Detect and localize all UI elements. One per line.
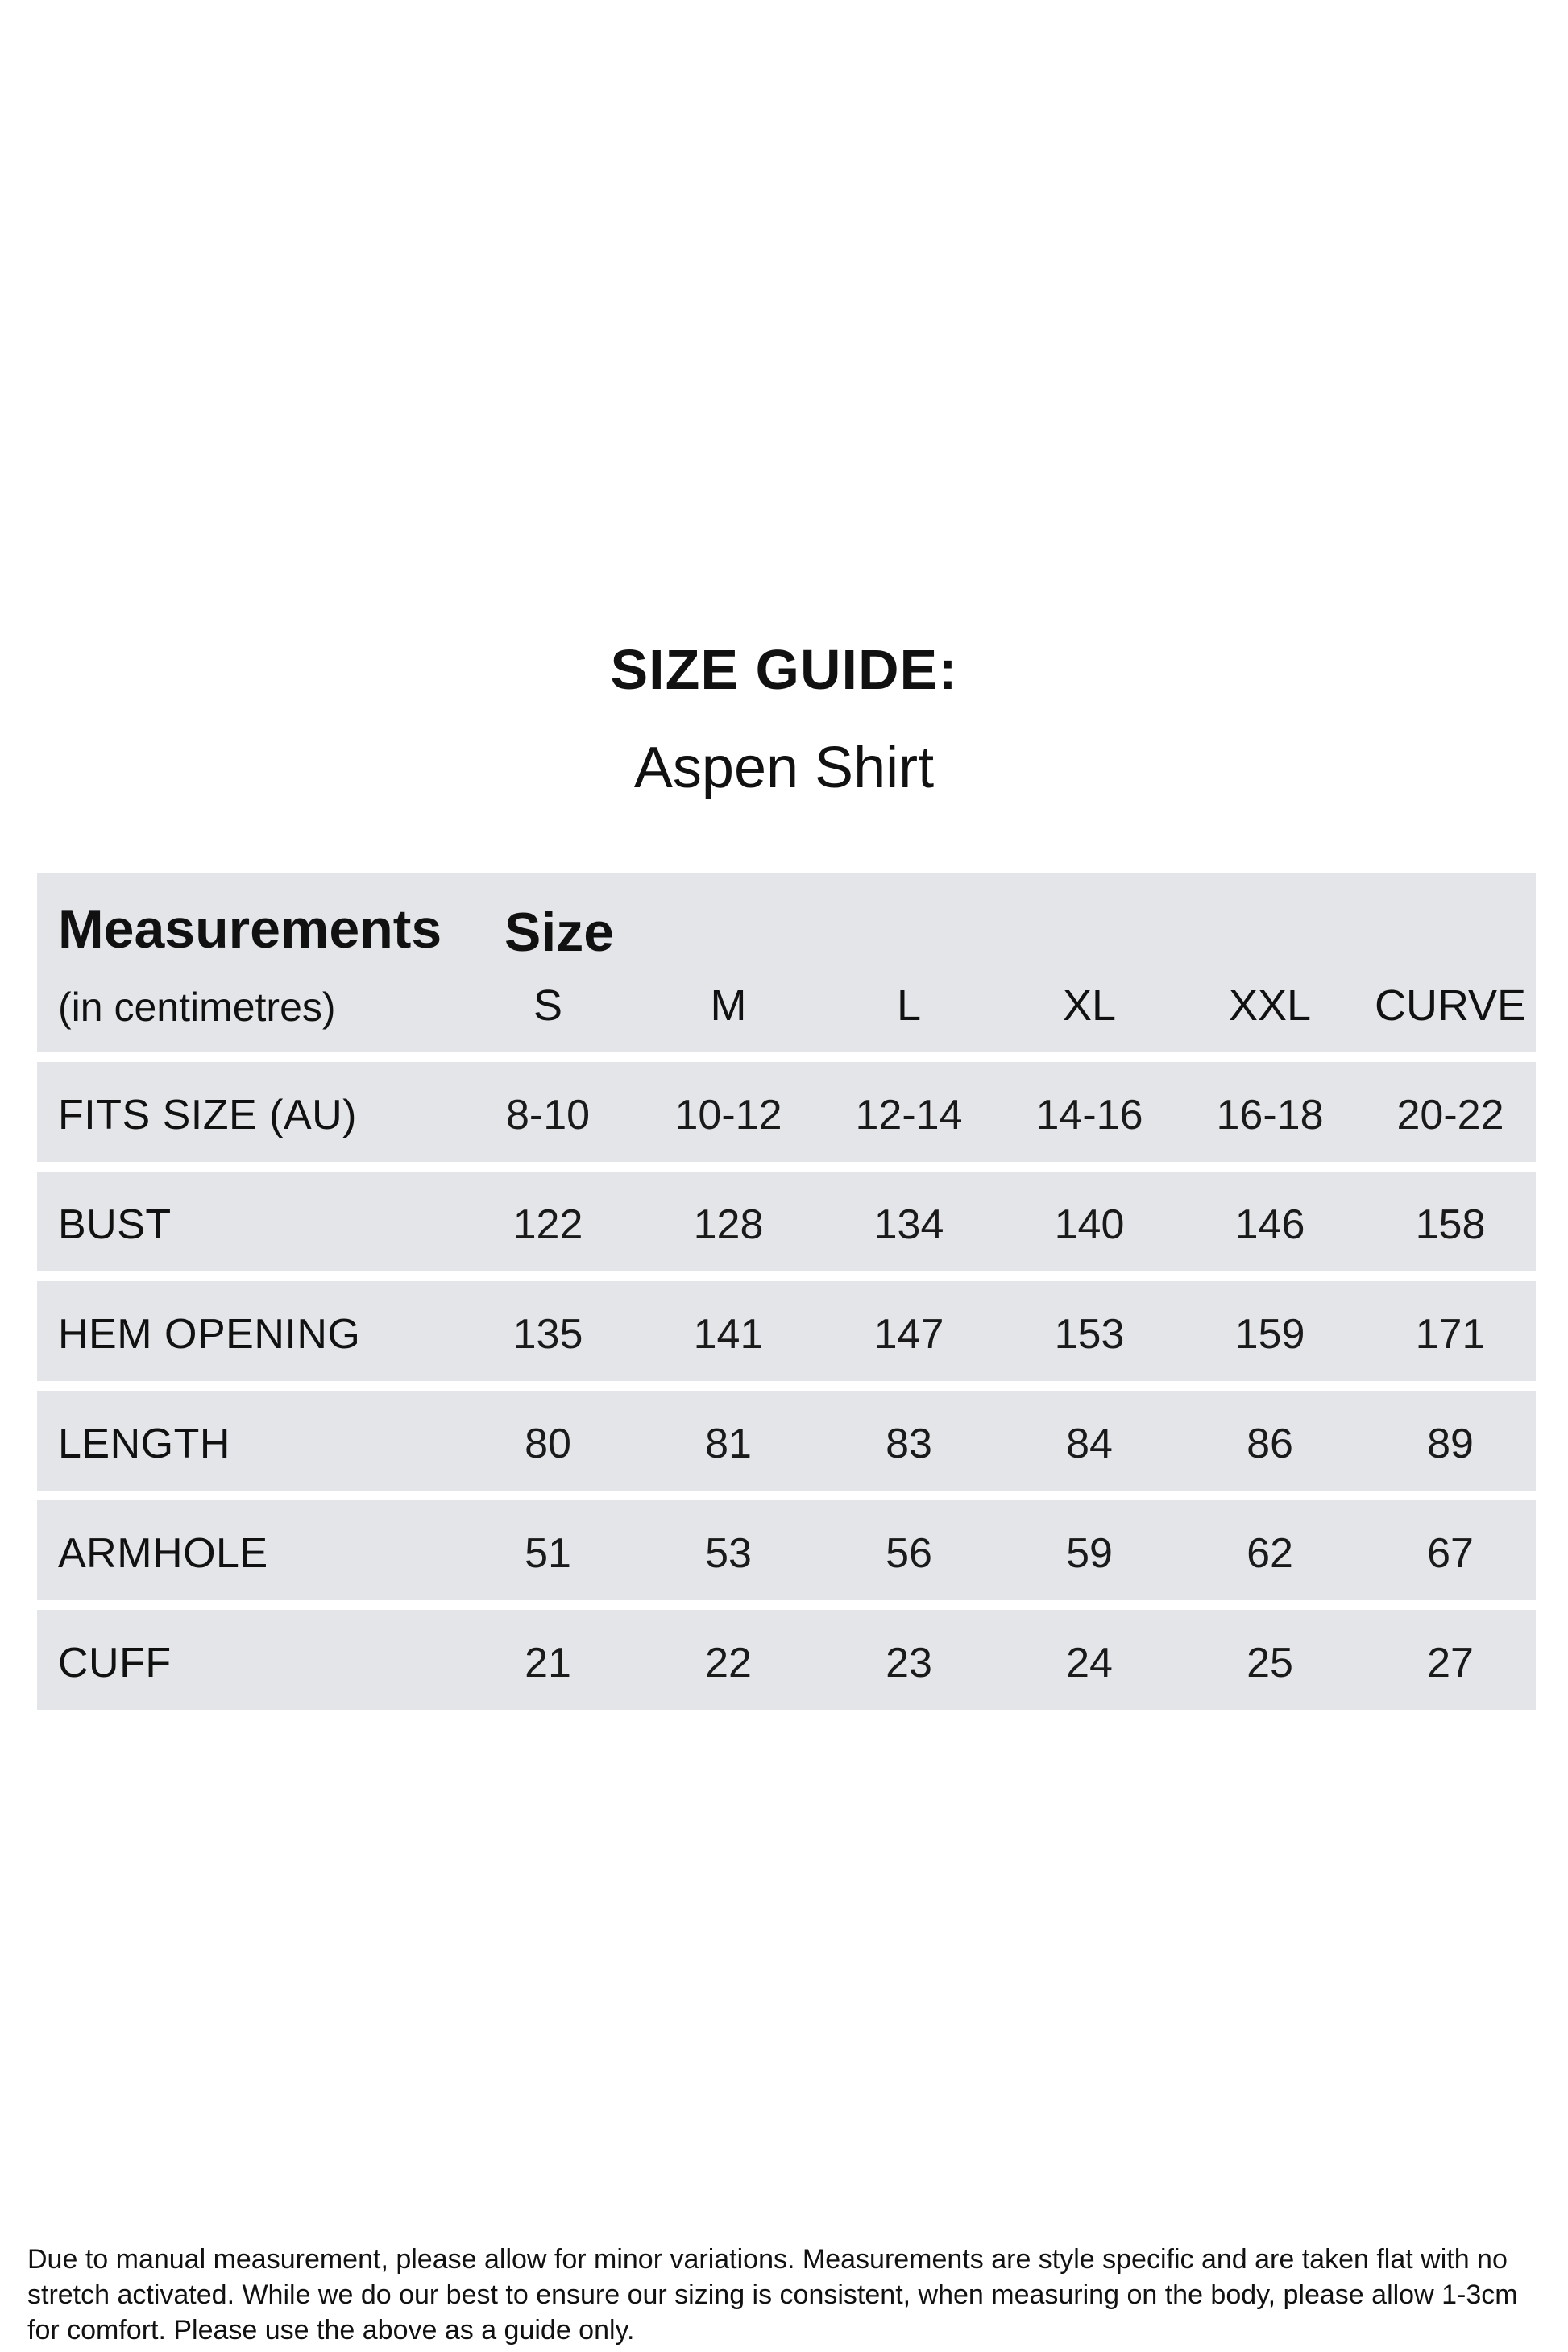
row-label: LENGTH <box>58 1421 230 1467</box>
table-cell: 56 <box>886 1530 932 1577</box>
table-cell: 23 <box>886 1640 932 1686</box>
table-cell: 122 <box>512 1201 583 1248</box>
table-cell: 140 <box>1054 1201 1125 1248</box>
table-cell: 27 <box>1427 1640 1474 1686</box>
table-cell: 84 <box>1066 1421 1113 1467</box>
page-title: SIZE GUIDE: <box>610 638 958 701</box>
table-cell: 14-16 <box>1035 1092 1143 1139</box>
measurement-disclaimer: Due to manual measurement, please allow for minor variations. Measurements are style specific and are taken flat with no stretch activated. While we do our best to ensure our sizing is consistent, when measuring on the body, please allow 1-3cm for comfort. Please use the above as a guide only. <box>27 2244 1518 2346</box>
table-cell: 51 <box>525 1530 571 1577</box>
table-cell: 53 <box>705 1530 752 1577</box>
table-row-length <box>37 1391 1536 1491</box>
row-label: FITS SIZE (AU) <box>58 1092 357 1139</box>
row-label: HEM OPENING <box>58 1311 361 1358</box>
table-cell: 16-18 <box>1216 1092 1324 1139</box>
table-cell: 21 <box>525 1640 571 1686</box>
table-cell: 20-22 <box>1396 1092 1504 1139</box>
table-row-fits-size <box>37 1062 1536 1162</box>
table-cell: 24 <box>1066 1640 1113 1686</box>
row-label: ARMHOLE <box>58 1530 268 1577</box>
table-cell: 86 <box>1247 1421 1293 1467</box>
table-row-armhole <box>37 1500 1536 1600</box>
table-cell: 146 <box>1234 1201 1305 1248</box>
table-header-row <box>37 873 1536 1052</box>
product-name: Aspen Shirt <box>633 736 935 800</box>
table-cell: 12-14 <box>855 1092 963 1139</box>
table-cell: 80 <box>525 1421 571 1467</box>
row-label: CUFF <box>58 1640 172 1686</box>
size-table <box>37 873 1536 1710</box>
table-cell: 158 <box>1415 1201 1486 1248</box>
table-cell: 67 <box>1427 1530 1474 1577</box>
table-cell: 159 <box>1234 1311 1305 1358</box>
table-cell: 89 <box>1427 1421 1474 1467</box>
row-label: BUST <box>58 1201 172 1248</box>
table-cell: 81 <box>705 1421 752 1467</box>
table-cell: 22 <box>705 1640 752 1686</box>
table-cell: 128 <box>693 1201 764 1248</box>
size-column-s: S <box>533 981 563 1030</box>
table-cell: 25 <box>1247 1640 1293 1686</box>
table-cell: 147 <box>873 1311 944 1358</box>
table-row-hem-opening <box>37 1281 1536 1381</box>
table-cell: 171 <box>1415 1311 1486 1358</box>
size-column-xl: XL <box>1062 981 1117 1030</box>
table-cell: 8-10 <box>505 1092 591 1139</box>
table-cell: 141 <box>693 1311 764 1358</box>
table-row-bust <box>37 1172 1536 1271</box>
table-cell: 10-12 <box>674 1092 782 1139</box>
table-cell: 134 <box>873 1201 944 1248</box>
size-column-xxl: XXL <box>1228 981 1312 1030</box>
size-column-m: M <box>710 981 747 1030</box>
unit-label: (in centimetres) <box>58 985 336 1030</box>
size-column-curve: CURVE <box>1374 981 1527 1030</box>
table-cell: 83 <box>886 1421 932 1467</box>
table-row-cuff <box>37 1610 1536 1710</box>
table-cell: 153 <box>1054 1311 1125 1358</box>
table-cell: 59 <box>1066 1530 1113 1577</box>
size-column-l: L <box>896 981 922 1030</box>
measurements-heading: Measurements <box>58 898 442 960</box>
size-heading: Size <box>504 902 615 963</box>
table-cell: 62 <box>1247 1530 1293 1577</box>
table-cell: 135 <box>512 1311 583 1358</box>
